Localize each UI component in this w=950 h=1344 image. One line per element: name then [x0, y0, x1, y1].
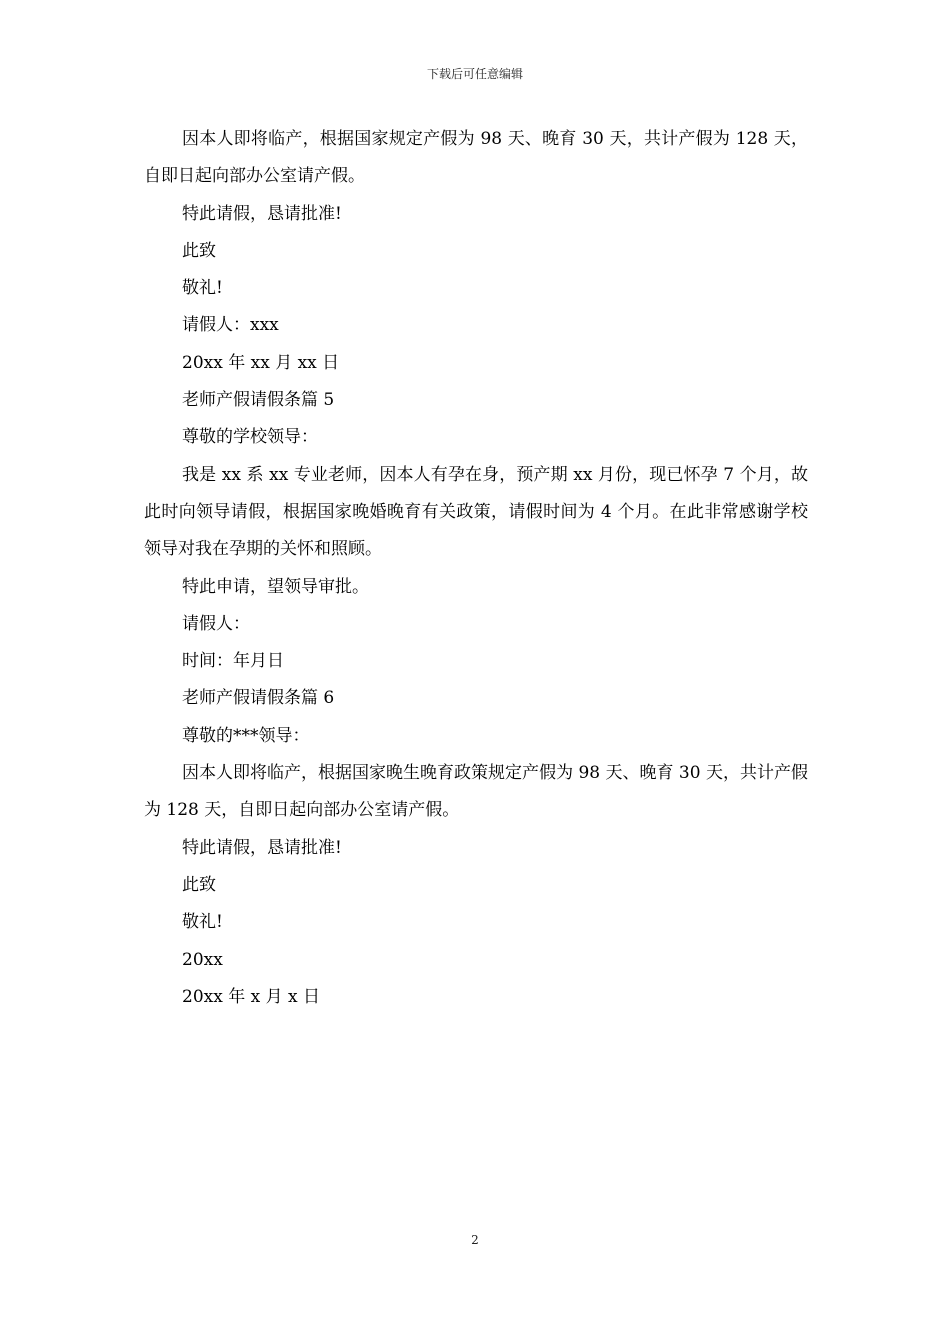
paragraph: 20xx 年 xx 月 xx 日	[182, 352, 340, 373]
paragraph: 时间：年月日	[182, 651, 284, 672]
paragraph: 尊敬的学校领导：	[182, 427, 318, 448]
page-header: 下载后可任意编辑	[426, 67, 523, 81]
paragraph: 请假人：xxx	[182, 315, 279, 336]
paragraph: 特此请假，恳请批准!	[182, 203, 342, 224]
document-body	[144, 121, 808, 1016]
paragraph: 此致	[182, 240, 216, 261]
paragraph: 20xx	[182, 949, 223, 970]
section-title: 老师产假请假条篇 6	[182, 688, 335, 709]
paragraph: 此致	[182, 874, 216, 895]
paragraph: 20xx 年 x 月 x 日	[182, 986, 321, 1007]
paragraph: 特此请假，恳请批准!	[182, 837, 342, 858]
section-title: 老师产假请假条篇 5	[182, 390, 335, 411]
paragraph: 请假人：	[182, 613, 250, 634]
paragraph: 我是 xx 系 xx 专业老师，因本人有孕在身，预产期 xx 月份，现已怀孕 7 个月，故此时向领导请假，根据国家晚婚晚育有关政策，请假时间为 4 个月。在此非常感谢学校领导对我在孕期的关怀和照顾。	[144, 464, 808, 560]
paragraph: 因本人即将临产，根据国家晚生晚育政策规定产假为 98 天、晚育 30 天，共计产假为 128 天，自即日起向部办公室请产假。	[144, 763, 808, 821]
paragraph: 因本人即将临产，根据国家规定产假为 98 天、晚育 30 天，共计产假为 128 天，自即日起向部办公室请产假。	[144, 129, 808, 187]
paragraph: 敬礼!	[182, 912, 223, 933]
page-number: 2	[471, 1233, 479, 1247]
paragraph: 尊敬的***领导：	[182, 725, 310, 746]
paragraph: 敬礼!	[182, 278, 223, 299]
paragraph: 特此申请，望领导审批。	[182, 576, 369, 597]
